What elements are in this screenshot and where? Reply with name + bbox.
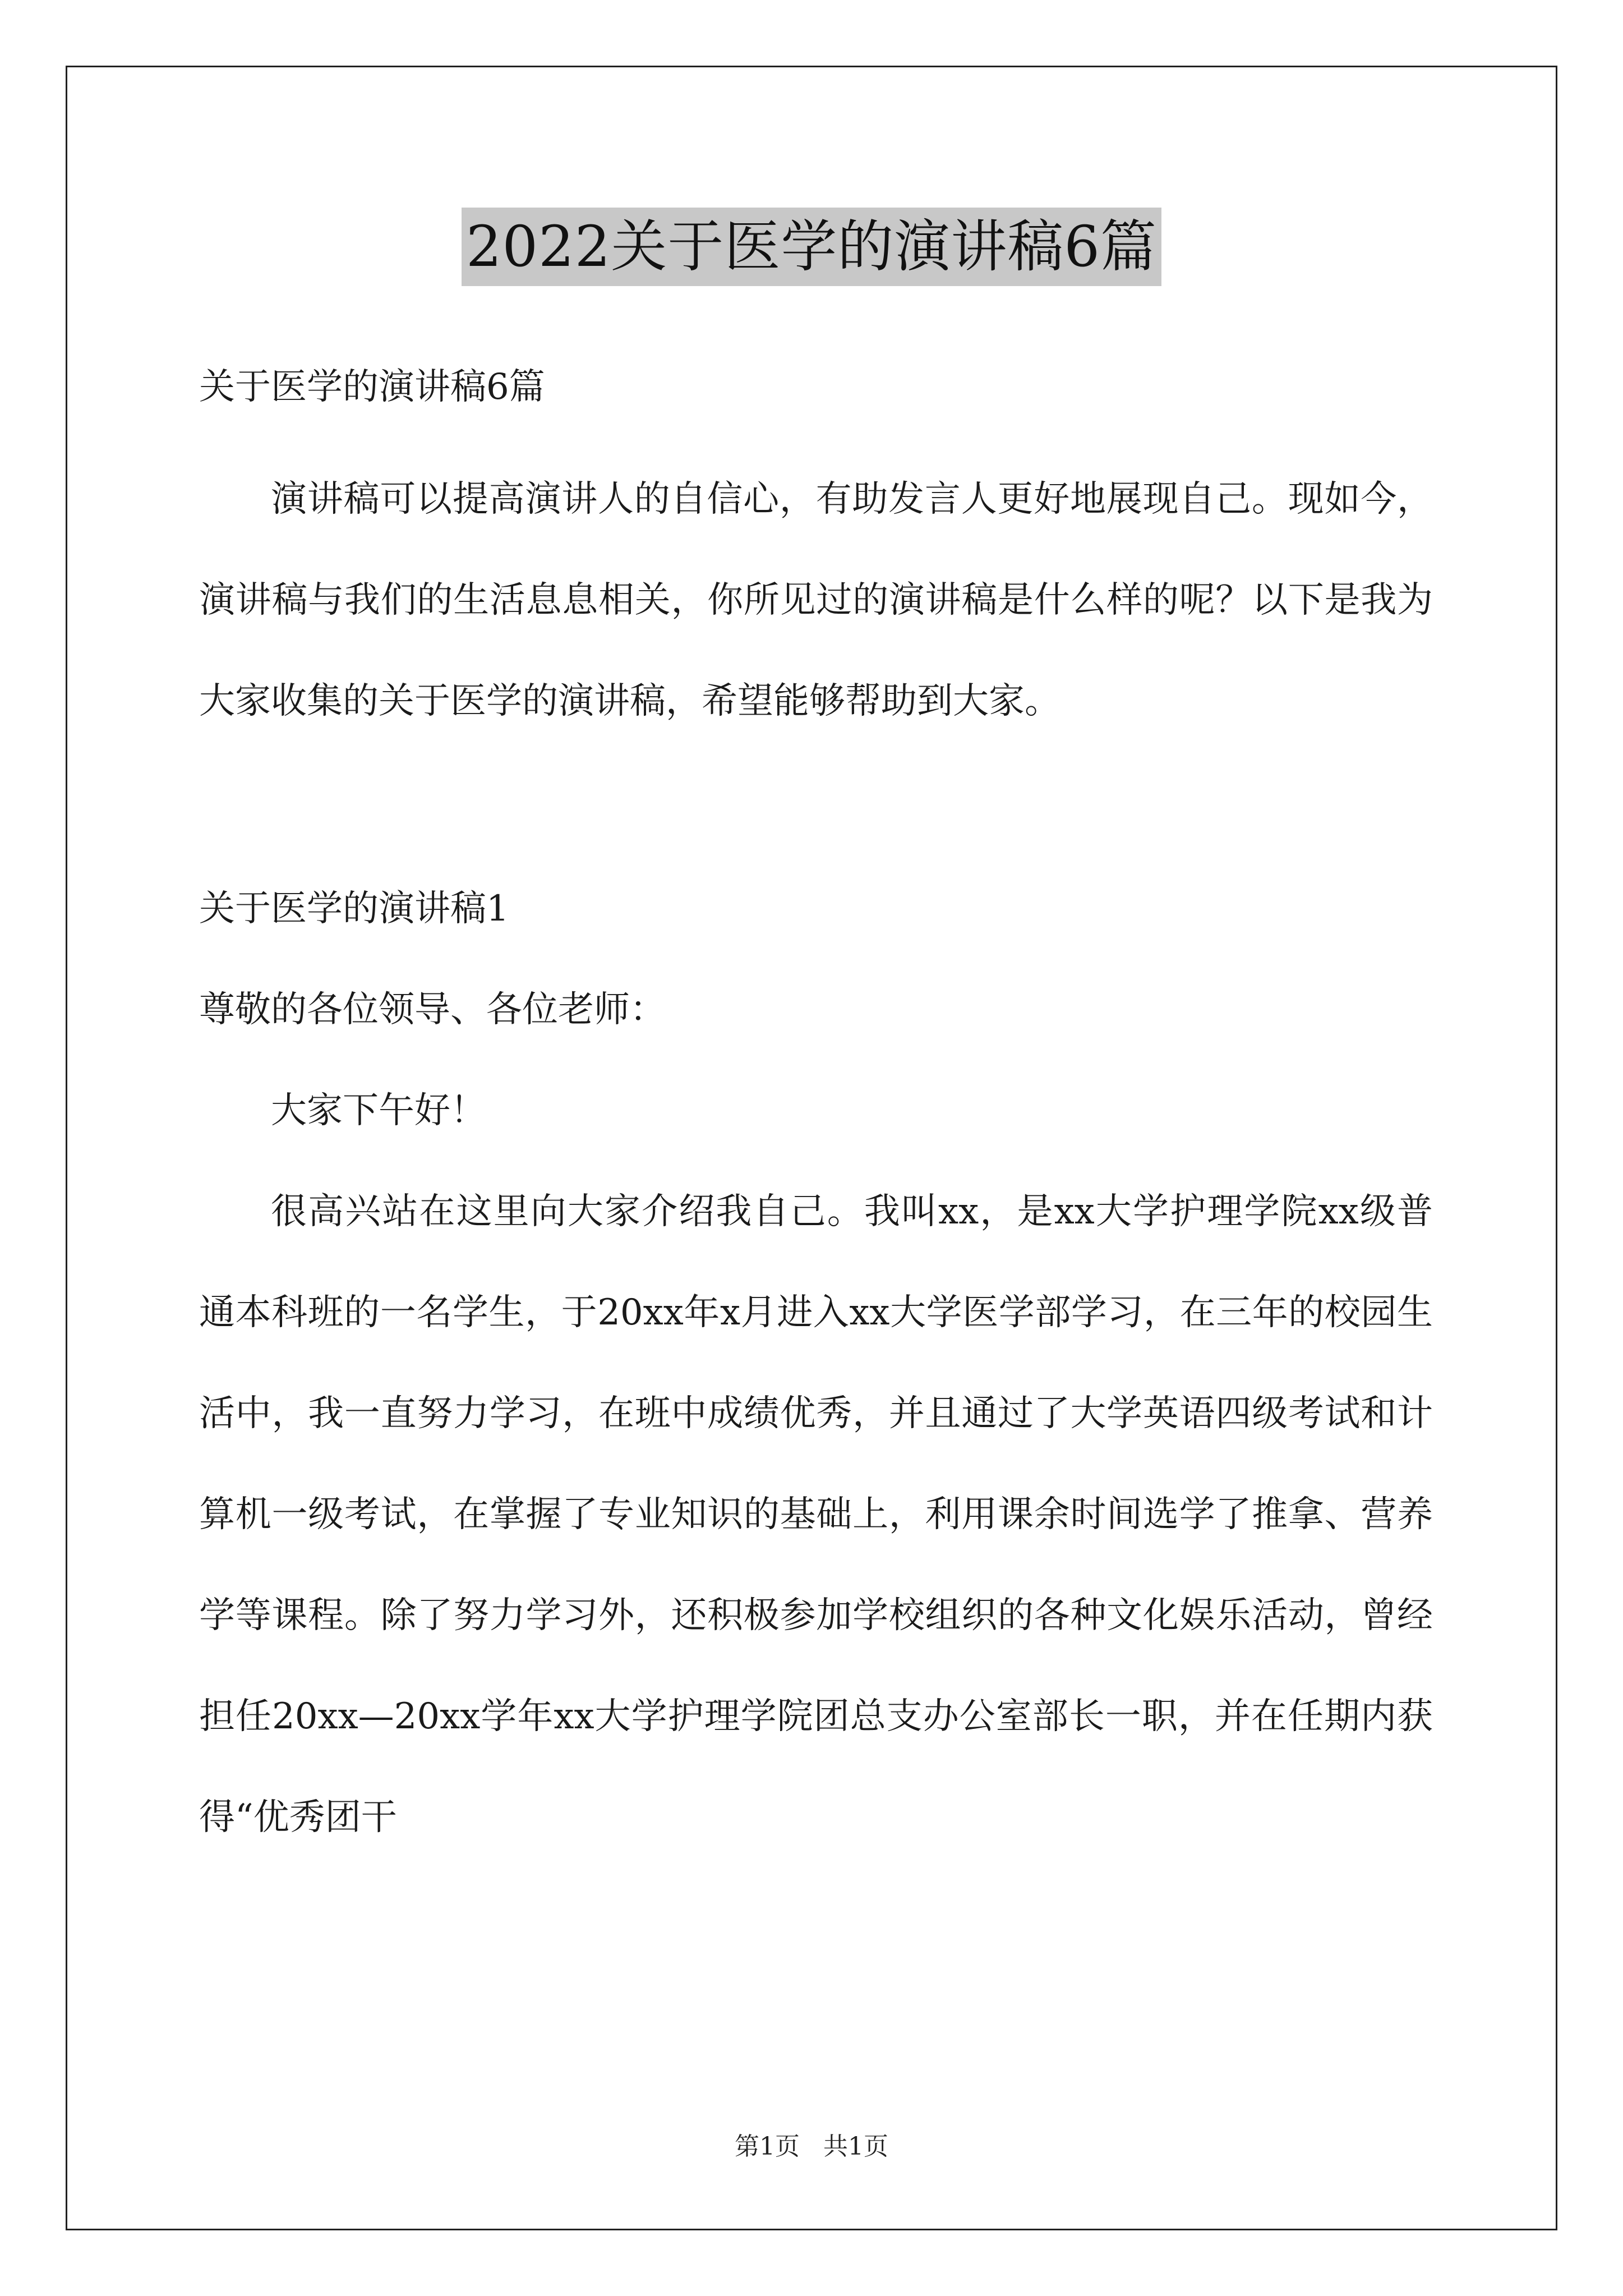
greeting: 大家下午好！: [271, 1090, 486, 1131]
title-container: [0, 208, 1623, 286]
page-total: 共1页: [823, 2132, 888, 2161]
document-title: 2022关于医学的演讲稿6篇: [462, 208, 1161, 286]
intro-paragraph: 演讲稿可以提高演讲人的自信心，有助发言人更好地展现自己。现如今，演讲稿与我们的生活息息相关，你所见过的演讲稿是什么样的呢？以下是我为大家收集的关于医学的演讲稿，希望能够帮助到大家。: [199, 478, 1433, 722]
section-heading: 关于医学的演讲稿1: [199, 888, 509, 930]
body-paragraph: 很高兴站在这里向大家介绍我自己。我叫xx，是xx大学护理学院xx级普通本科班的一名学生，于20xx年x月进入xx大学医学部学习，在三年的校园生活中，我一直努力学习，在班中成绩优秀，并且通过了大学英语四级考试和计算机一级考试，在掌握了专业知识的基础上，利用课余时间选学了推拿、营养学等课程。除了努力学习外，还积极参加学校组织的各种文化娱乐活动，曾经担任20xx—20xx学年xx大学护理学院团总支办公室部长一职，并在任期内获得“优秀团干: [199, 1191, 1433, 1838]
page-number: 第1页: [735, 2132, 800, 2161]
salutation: 尊敬的各位领导、各位老师：: [199, 989, 666, 1030]
document-subtitle: 关于医学的演讲稿6篇: [199, 366, 545, 408]
document-body: [199, 337, 1433, 1868]
page-footer: [0, 2126, 1623, 2162]
